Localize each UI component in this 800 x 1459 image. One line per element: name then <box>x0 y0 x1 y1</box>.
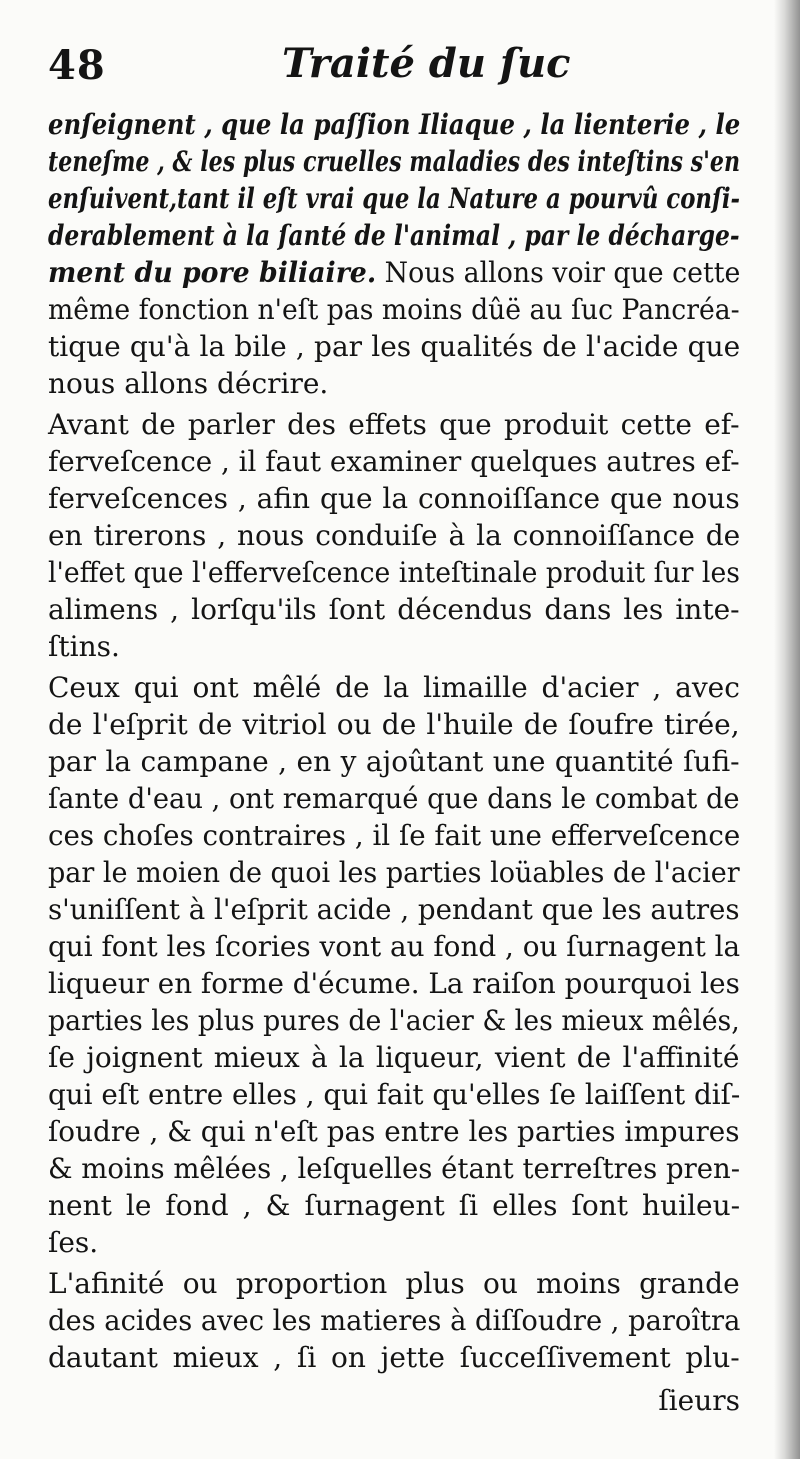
text-line <box>48 482 740 516</box>
text-line-content: ſtins. <box>48 630 120 663</box>
catchword <box>658 1384 740 1418</box>
text-line <box>48 1078 740 1112</box>
text-line <box>48 219 740 253</box>
text-line-content: des acides avec les matieres à diſſoudre , paroîtra <box>48 1304 741 1337</box>
text-line <box>48 967 740 1001</box>
text-line-content: ferveſcence , il faut examiner quelques autres ef- <box>48 445 740 478</box>
text-line-content: s'uniſſent à l'eſprit acide , pendant que les autres <box>48 893 740 926</box>
text-line <box>48 182 740 216</box>
text-line-content: ment du pore biliaire. <box>48 256 377 289</box>
text-line-content: de l'eſprit de vitriol ou de l'huile de ſoufre tirée, <box>48 708 740 741</box>
text-line-content: enſuivent,tant il eſt vrai que la Nature a pourvû conſi- <box>48 182 740 215</box>
page-gutter-shadow <box>774 0 800 1459</box>
text-line <box>48 1041 740 1075</box>
text-line <box>48 630 120 664</box>
text-line <box>48 556 740 590</box>
text-line-content: en tirerons , nous conduiſe à la connoiſſance de <box>48 519 741 552</box>
text-line <box>48 856 740 890</box>
text-line-content: & moins mêlées , leſquelles étant terreſtres pren- <box>48 1152 741 1185</box>
text-line-content: ſe joignent mieux à la liqueur, vient de l'affinité <box>48 1041 740 1074</box>
text-line <box>48 1341 740 1375</box>
text-line-content: ſieurs <box>658 1384 740 1417</box>
text-line <box>48 708 740 742</box>
text-line <box>48 1152 740 1186</box>
text-line <box>48 893 740 927</box>
page-number: 48 <box>48 42 106 89</box>
text-line-content: l'effet que l'efferveſcence inteſtinale produit ſur les <box>48 556 740 589</box>
text-line-content: dautant mieux , ſi on jette ſucceſſivement plu- <box>48 1341 740 1374</box>
text-line <box>48 519 740 553</box>
text-line-content: ces choſes contraires , il ſe fait une efferveſcence <box>48 819 741 852</box>
text-line-content: teneſme , & les plus cruelles maladies des inteſtins s'en <box>48 145 741 178</box>
text-line-content: Ceux qui ont mêlé de la limaille d'acier , avec <box>48 671 740 704</box>
text-line <box>48 671 740 705</box>
text-line <box>48 408 740 442</box>
text-line <box>48 782 740 816</box>
text-line-content: qui font les ſcories vont au fond , ou ſurnagent la <box>48 930 741 963</box>
text-line-content: liqueur en forme d'écume. La raiſon pourquoi les <box>48 967 740 1000</box>
text-line-content: L'afinité ou proportion plus ou moins grande <box>48 1267 740 1300</box>
text-line <box>48 1189 740 1223</box>
text-line-content: enſeignent , que la paſſion Iliaque , la lienterie , le <box>48 108 741 141</box>
text-line-content: ſes. <box>48 1226 99 1259</box>
text-line-content: par le moien de quoi les parties loüables de l'acier <box>48 856 740 889</box>
text-line <box>48 445 740 479</box>
running-head: Traité du ſuc <box>282 40 571 87</box>
text-line <box>48 108 740 142</box>
text-line <box>48 930 740 964</box>
text-line-content-roman: Nous allons voir que cette <box>376 256 741 289</box>
text-line-content: parties les plus pures de l'acier & les mieux mêlés, <box>48 1004 740 1037</box>
text-line-content: qui eſt entre elles , qui fait qu'elles ſe laiſſent diſ- <box>48 1078 741 1111</box>
text-line-content: Avant de parler des effets que produit cette ef- <box>48 408 740 441</box>
text-line <box>48 367 328 401</box>
text-line <box>48 330 740 364</box>
text-line-content: nous allons décrire. <box>48 367 329 400</box>
text-line <box>48 293 740 327</box>
text-line <box>48 1267 740 1301</box>
text-line-content: ſoudre , & qui n'eſt pas entre les parties impures <box>48 1115 740 1148</box>
text-line-content: nent le fond , & ſurnagent ſi elles ſont huileu- <box>48 1189 741 1222</box>
text-line-content: ſante d'eau , ont remarqué que dans le combat de <box>48 782 740 815</box>
text-line-content: derablement à la ſanté de l'animal , par le décharge- <box>48 219 740 252</box>
text-line-content: tique qu'à la bile , par les qualités de l'acide que <box>48 330 741 363</box>
text-line <box>48 1304 740 1338</box>
text-line <box>48 1004 740 1038</box>
text-line-content: même fonction n'eſt pas moins dûë au ſuc Pancréa- <box>48 293 740 326</box>
text-line-content: ferveſcences , afin que la connoiſſance que nous <box>48 482 740 515</box>
text-line <box>48 1226 98 1260</box>
text-line <box>48 819 740 853</box>
text-line <box>48 593 740 627</box>
text-line-content: par la campane , en y ajoûtant une quantité ſufi- <box>48 745 740 778</box>
text-line-content: alimens , lorſqu'ils ſont décendus dans les inte- <box>48 593 740 626</box>
text-line <box>48 256 740 290</box>
text-line <box>48 145 740 179</box>
text-line <box>48 745 740 779</box>
text-line <box>48 1115 740 1149</box>
